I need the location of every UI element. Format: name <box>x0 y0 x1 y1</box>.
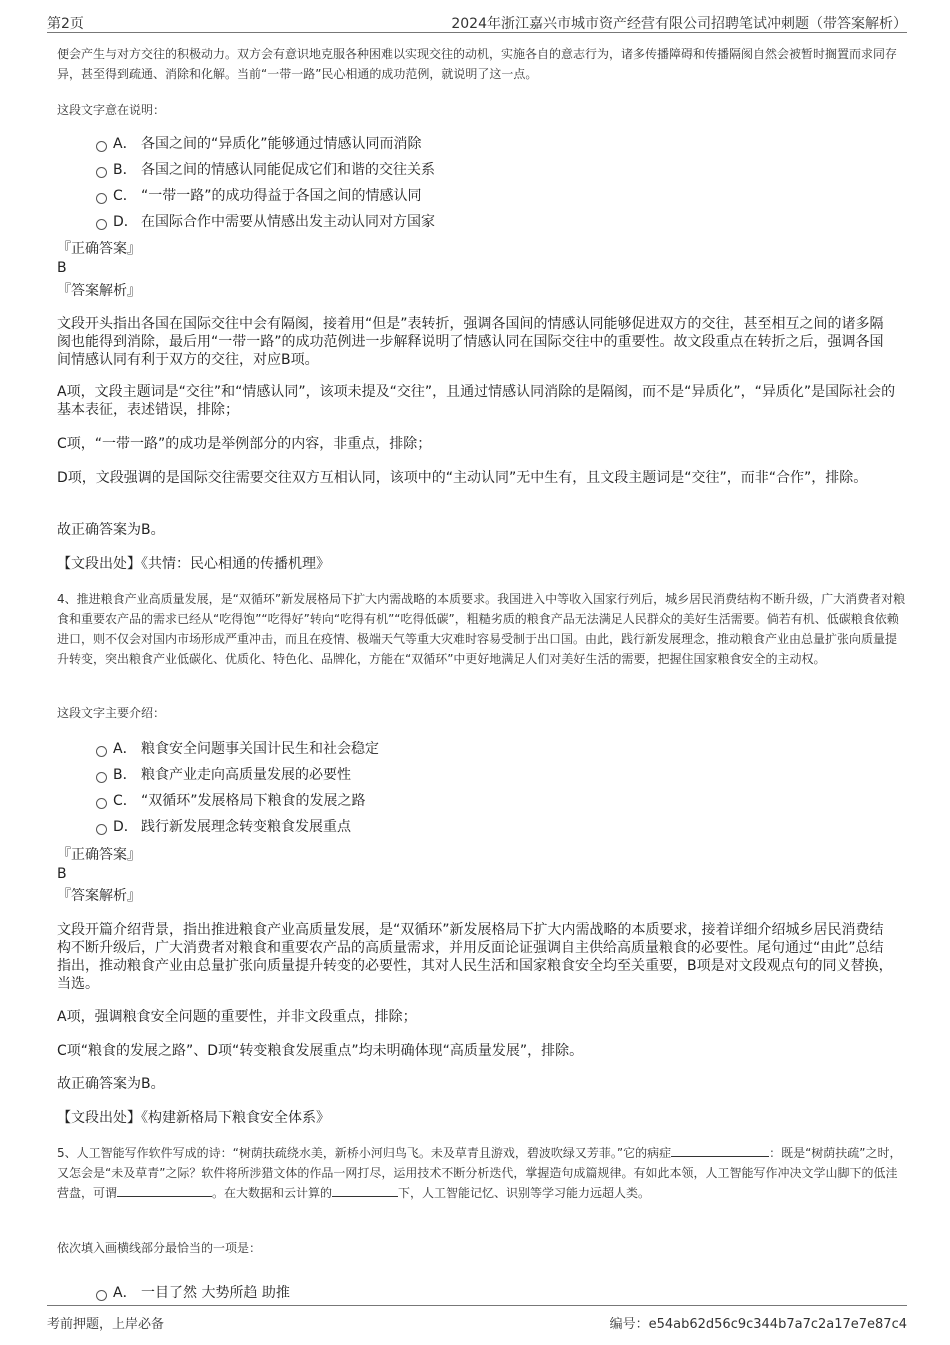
header-divider <box>47 32 907 33</box>
q3-option-d[interactable]: D． 在国际合作中需要从情感出发主动认同对方国家 <box>96 209 896 235</box>
q4-conclusion: 故正确答案为B。 <box>57 1076 165 1092</box>
q3-source: 【文段出处】《共情：民心相通的传播机理》 <box>57 556 330 572</box>
page-number: 第2页 <box>47 16 84 32</box>
q3-option-c[interactable]: C． “一带一路”的成功得益于各国之间的情感认同 <box>96 183 896 209</box>
document-title: 2024年浙江嘉兴市城市资产经营有限公司招聘笔试冲刺题（带答案解析） <box>451 16 907 32</box>
radio-icon[interactable] <box>96 824 107 835</box>
footer-slogan: 考前押题，上岸必备 <box>47 1317 165 1332</box>
radio-icon[interactable] <box>96 746 107 757</box>
q4-answer-label: 『正确答案』 <box>57 847 141 863</box>
q5-options <box>96 1280 896 1306</box>
fill-blank-2[interactable] <box>117 1184 212 1197</box>
q3-options <box>96 131 896 235</box>
q4-options <box>96 736 896 840</box>
q5-prompt: 依次填入画横线部分最恰当的一项是： <box>57 1241 262 1255</box>
page-header <box>0 0 950 34</box>
q4-source: 【文段出处】《构建新格局下粮食安全体系》 <box>57 1110 330 1126</box>
q4-option-a[interactable]: A． 粮食安全问题事关国计民生和社会稳定 <box>96 736 896 762</box>
q4-analysis-cd: C项“粮食的发展之路”、D项“转变粮食发展重点”均未明确体现“高质量发展”，排除。 <box>57 1043 584 1059</box>
fill-blank-1[interactable] <box>671 1144 769 1157</box>
radio-icon[interactable] <box>96 167 107 178</box>
footer-divider <box>47 1305 907 1306</box>
q3-answer: B <box>57 260 67 276</box>
fill-blank-3[interactable] <box>332 1184 398 1197</box>
q3-option-b[interactable]: B． 各国之间的情感认同能促成它们和谐的交往关系 <box>96 157 896 183</box>
radio-icon[interactable] <box>96 193 107 204</box>
q4-stem: 4、推进粮食产业高质量发展，是“双循环”新发展格局下扩大内需战略的本质要求。我国进入中等收入国家行列后，城乡居民消费结构不断升级，广大消费者对粮食和重要农产品的需求已经从“吃得饱”“吃得好”转向“吃得有机”“吃得低碳”，粗糙劣质的粮食产品无法满足人民群众的美好生活需要。倘若有机、低碳粮食依赖进口，则不仅会对国内市场形成严重冲击，而且在疫情、极端天气等重大灾难时容易受制于出口国。由此，践行新发展理念，推动粮食产业由总量扩张向质量提升转变，突出粮食产业低碳化、优质化、特色化、品牌化，方能在“双循环”中更好地满足人们对美好生活的需要，把握住国家粮食安全的主动权。 <box>57 592 906 666</box>
q4-analysis-main: 文段开篇介绍背景，指出推进粮食产业高质量发展，是“双循环”新发展格局下扩大内需战略的本质要求，接着详细介绍城乡居民消费结构不断升级后，广大消费者对粮食和重要农产品的高质量需求，并用反面论证强调自主供给高质量粮食的必要性。尾句通过“由此”总结指出，推动粮食产业由总量扩张向质量提升转变的必要性，其对人民生活和国家粮食安全均至关重要，B项是对文段观点句的同义替换，当选。 <box>57 922 893 992</box>
q4-option-b[interactable]: B． 粮食产业走向高质量发展的必要性 <box>96 762 896 788</box>
q3-analysis-a: A项，文段主题词是“交往”和“情感认同”，该项未提及“交往”，且通过情感认同消除的是隔阂，而不是“异质化”，“异质化”是国际社会的基本表征，表述错误，排除； <box>57 384 896 418</box>
q4-answer: B <box>57 866 67 882</box>
q3-analysis-c: C项，“一带一路”的成功是举例部分的内容，非重点，排除； <box>57 436 432 452</box>
q3-analysis-label: 『答案解析』 <box>57 283 141 299</box>
q3-answer-label: 『正确答案』 <box>57 241 141 257</box>
q4-option-c[interactable]: C． “双循环”发展格局下粮食的发展之路 <box>96 788 896 814</box>
radio-icon[interactable] <box>96 772 107 783</box>
radio-icon[interactable] <box>96 141 107 152</box>
q4-prompt: 这段文字主要介绍： <box>57 706 166 720</box>
q3-option-a[interactable]: A． 各国之间的“异质化”能够通过情感认同而消除 <box>96 131 896 157</box>
radio-icon[interactable] <box>96 798 107 809</box>
radio-icon[interactable] <box>96 219 107 230</box>
radio-icon[interactable] <box>96 1290 107 1301</box>
q4-analysis-a: A项，强调粮食安全问题的重要性，并非文段重点，排除； <box>57 1009 417 1025</box>
q3-prompt: 这段文字意在说明： <box>57 103 166 117</box>
document-id: 编号：e54ab62d56c9c344b7a7c2a17e7e87c4 <box>609 1317 907 1332</box>
q3-passage-end: 便会产生与对方交往的积极动力。双方会有意识地克服各种困难以实现交往的动机，实施各自的意志行为，诸多传播障碍和传播隔阂自然会被暂时搁置而求同存异，甚至得到疏通、消除和化解。当前“一带一路”民心相通的成功范例，就说明了这一点。 <box>57 47 898 81</box>
q3-analysis-main: 文段开头指出各国在国际交往中会有隔阂，接着用“但是”表转折，强调各国间的情感认同能够促进双方的交往，甚至相互之间的诸多隔阂也能得到消除，最后用“一带一路”的成功范例进一步解释说明了情感认同在国际交往中的重要性。故文段重点在转折之后，强调各国间情感认同有利于双方的交往，对应B项。 <box>57 316 884 368</box>
q3-conclusion: 故正确答案为B。 <box>57 522 165 538</box>
q4-analysis-label: 『答案解析』 <box>57 888 141 904</box>
q5-stem: 5、人工智能写作软件写成的诗：“树荫扶疏绕水美，新桥小河归鸟飞。未及草青且游戏，碧波吹绿又芳菲。”它的病症 ：既是“树荫扶疏”之时，又怎会是“未及草青”之际？软件将所涉猎文体的作品一网打尽，运用技术不断分析迭代，掌握造句成篇规律。有如此本领，人工智能写作冲决文学山脚下的低洼营盘，可谓 。在大数据和云计算的 下，人工智能记忆、识别等学习能力远超人类。 <box>57 1146 902 1200</box>
q3-analysis-d: D项，文段强调的是国际交往需要交往双方互相认同，该项中的“主动认同”无中生有，且文段主题词是“交往”，而非“合作”，排除。 <box>57 470 868 486</box>
q5-option-a[interactable]: A． 一目了然 大势所趋 助推 <box>96 1280 896 1306</box>
q4-option-d[interactable]: D． 践行新发展理念转变粮食发展重点 <box>96 814 896 840</box>
